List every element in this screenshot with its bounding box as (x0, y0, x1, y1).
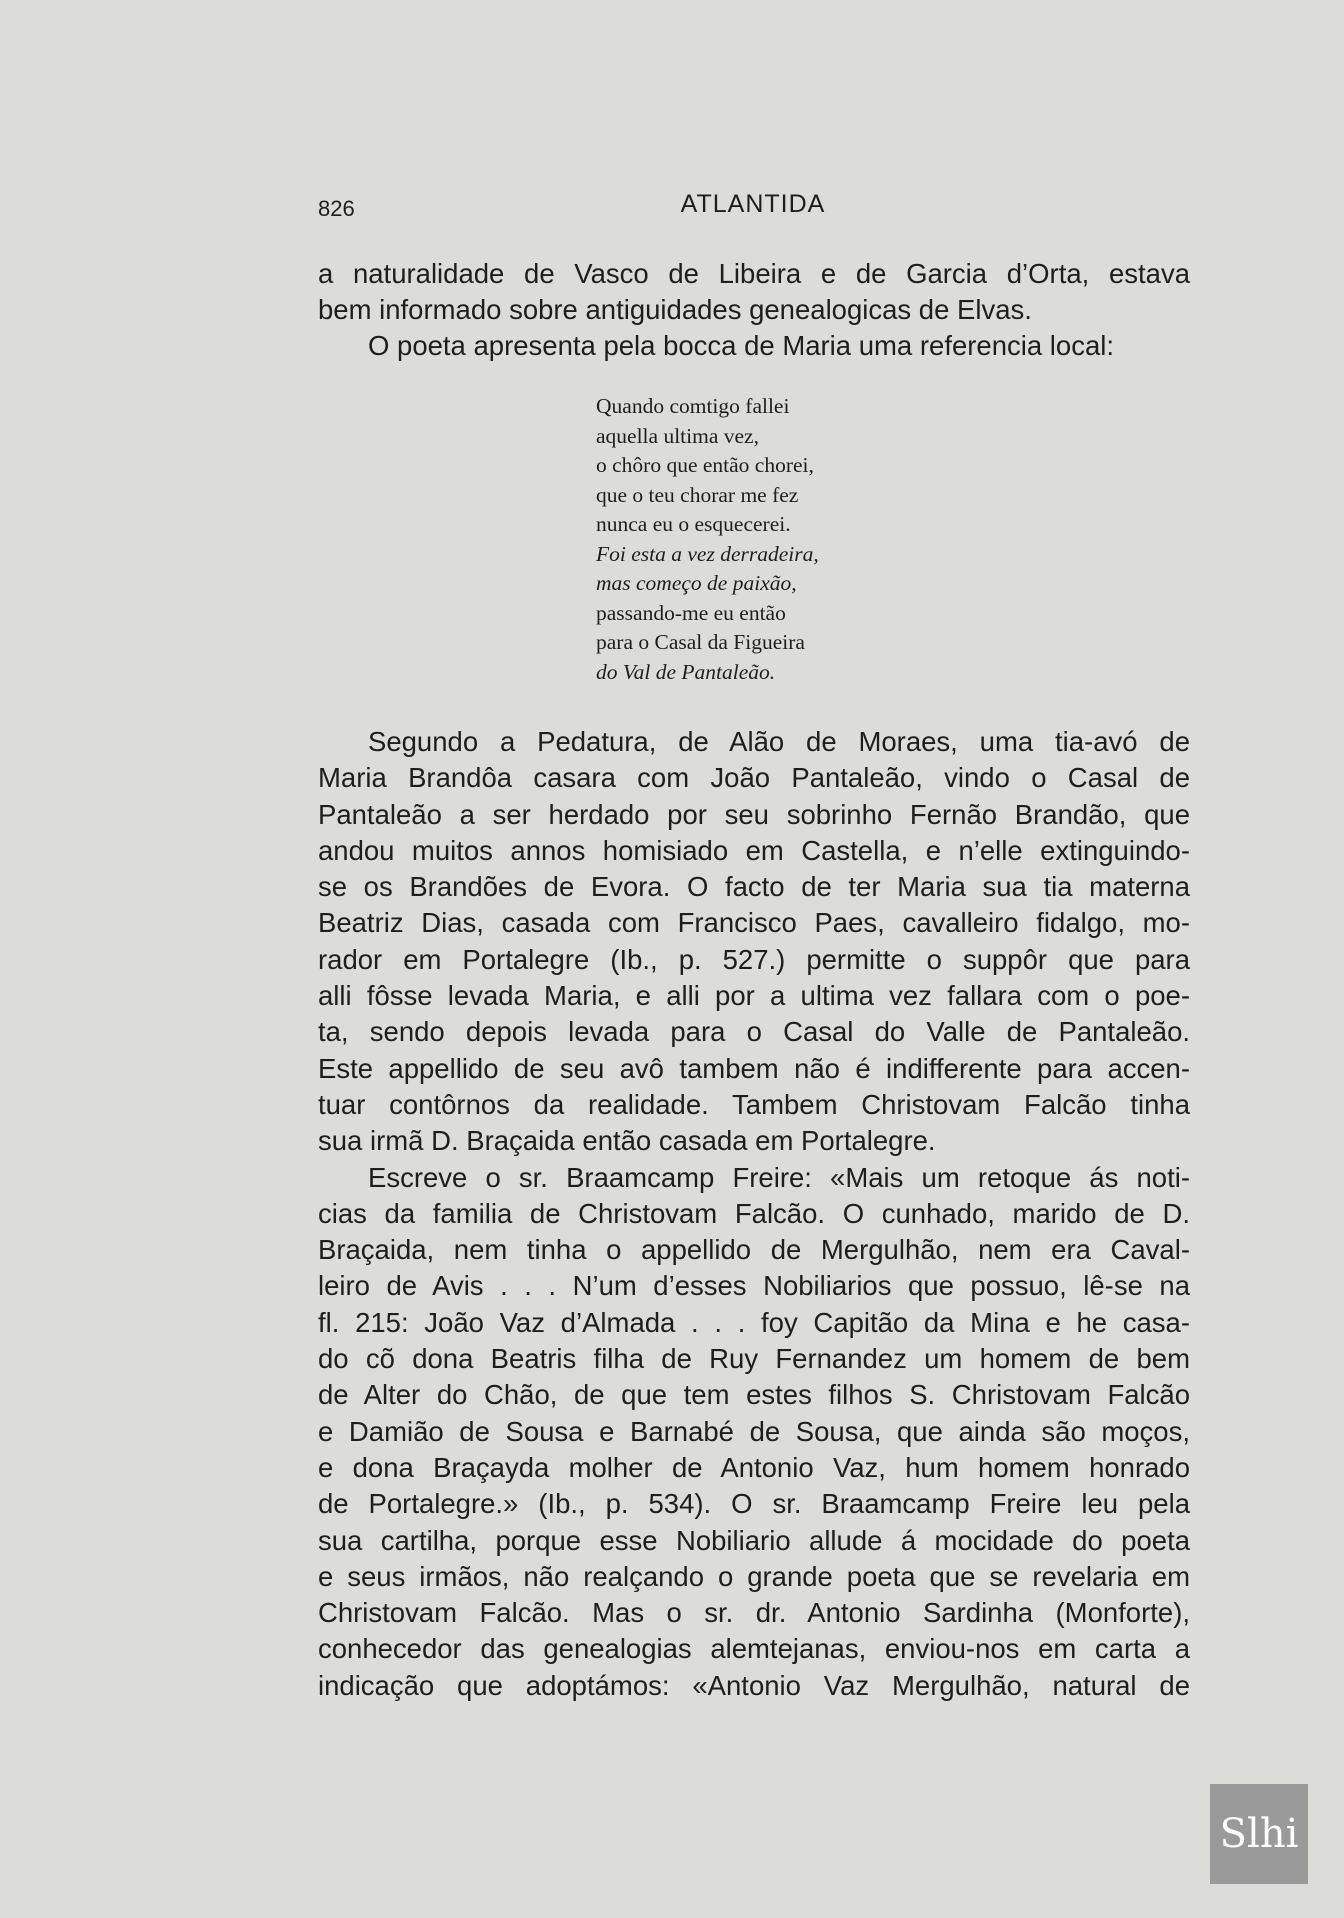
text-line: andou muitos annos homisiado em Castella, e n’elle extinguindo- (318, 834, 1190, 866)
poem-line: o chôro que então chorei, (596, 453, 814, 477)
text-line: conhecedor das genealogias alemtejanas, enviou-nos em carta a (318, 1633, 1190, 1665)
poem-line: mas começo de paixão, (596, 571, 797, 595)
text-line: bem informado sobre antiguidades genealogicas de Elvas. (318, 294, 1032, 325)
text-line: Christovam Falcão. Mas o sr. dr. Antonio Sardinha (Monforte), (318, 1597, 1190, 1629)
poem-line: nunca eu o esquecerei. (596, 512, 791, 536)
text-line: se os Brandões de Evora. O facto de ter Maria sua tia materna (318, 871, 1190, 903)
text-line: de Portalegre.» (Ib., p. 534). O sr. Braamcamp Freire leu pela (318, 1488, 1190, 1520)
text-line: Beatriz Dias, casada com Francisco Paes, cavalleiro fidalgo, mo- (318, 907, 1190, 939)
text-line: Segundo a Pedatura, de Alão de Moraes, uma tia-avó de (368, 726, 1190, 757)
text-line: leiro de Avis . . . N’um d’esses Nobiliarios que possuo, lê-se na (318, 1270, 1190, 1302)
text-line: Este appellido de seu avô tambem não é indifferente para accen- (318, 1052, 1190, 1084)
text-line: do cõ dona Beatris filha de Ruy Fernandez um homem de bem (318, 1343, 1190, 1375)
text-line: sua cartilha, porque esse Nobiliario allude á mocidade do poeta (318, 1524, 1190, 1556)
text-line: Braçaida, nem tinha o appellido de Mergulhão, nem era Caval- (318, 1234, 1190, 1266)
text-line: Maria Brandôa casara com João Pantaleão, vindo o Casal de (318, 762, 1190, 794)
poem-line: Quando comtigo fallei (596, 394, 790, 418)
text-line: rador em Portalegre (Ib., p. 527.) permitte o suppôr que para (318, 943, 1190, 975)
library-watermark-logo: Slhi (1210, 1784, 1308, 1884)
text-line: O poeta apresenta pela bocca de Maria uma referencia local: (368, 330, 1114, 361)
page-number: 826 (318, 196, 355, 221)
text-line: de Alter do Chão, de que tem estes filhos S. Christovam Falcão (318, 1379, 1190, 1411)
text-line: e dona Braçayda molher de Antonio Vaz, hum homem honrado (318, 1451, 1190, 1483)
poem-line: passando-me eu então (596, 600, 786, 625)
text-line: alli fôsse levada Maria, e alli por a ultima vez fallara com o poe- (318, 980, 1190, 1012)
poem-line: Foi esta a vez derradeira, (596, 541, 819, 566)
poem-line: do Val de Pantaleão. (596, 659, 776, 684)
poem-line: que o teu chorar me fez (596, 482, 799, 507)
text-line: indicação que adoptámos: «Antonio Vaz Mergulhão, natural de (318, 1669, 1190, 1701)
poem-line: aquella ultima vez, (596, 423, 759, 448)
running-title: ATLANTIDA (680, 190, 826, 218)
text-line: e seus irmãos, não realçando o grande poeta que se revelaria em (318, 1560, 1190, 1592)
text-line: tuar contôrnos da realidade. Tambem Christovam Falcão tinha (318, 1088, 1190, 1120)
text-line: Pantaleão a ser herdado por seu sobrinho Fernão Brandão, que (318, 798, 1190, 830)
page-header (318, 190, 1188, 230)
text-line: fl. 215: João Vaz d’Almada . . . foy Capitão da Mina e he casa- (318, 1306, 1190, 1338)
text-line: e Damião de Sousa e Barnabé de Sousa, que ainda são moços, (318, 1415, 1190, 1447)
text-line: sua irmã D. Braçaida então casada em Portalegre. (318, 1125, 936, 1157)
poem-block (596, 392, 1016, 687)
text-line: a naturalidade de Vasco de Libeira e de Garcia d’Orta, estava (318, 258, 1190, 289)
text-line: cias da familia de Christovam Falcão. O cunhado, marido de D. (318, 1197, 1190, 1229)
body-text (318, 724, 1190, 1704)
text-line: ta, sendo depois levada para o Casal do Valle de Pantaleão. (318, 1016, 1190, 1048)
text-line: Escreve o sr. Braamcamp Freire: «Mais um retoque ás noti- (368, 1161, 1190, 1193)
poem-line: para o Casal da Figueira (596, 630, 805, 654)
intro-paragraph (318, 256, 1190, 364)
